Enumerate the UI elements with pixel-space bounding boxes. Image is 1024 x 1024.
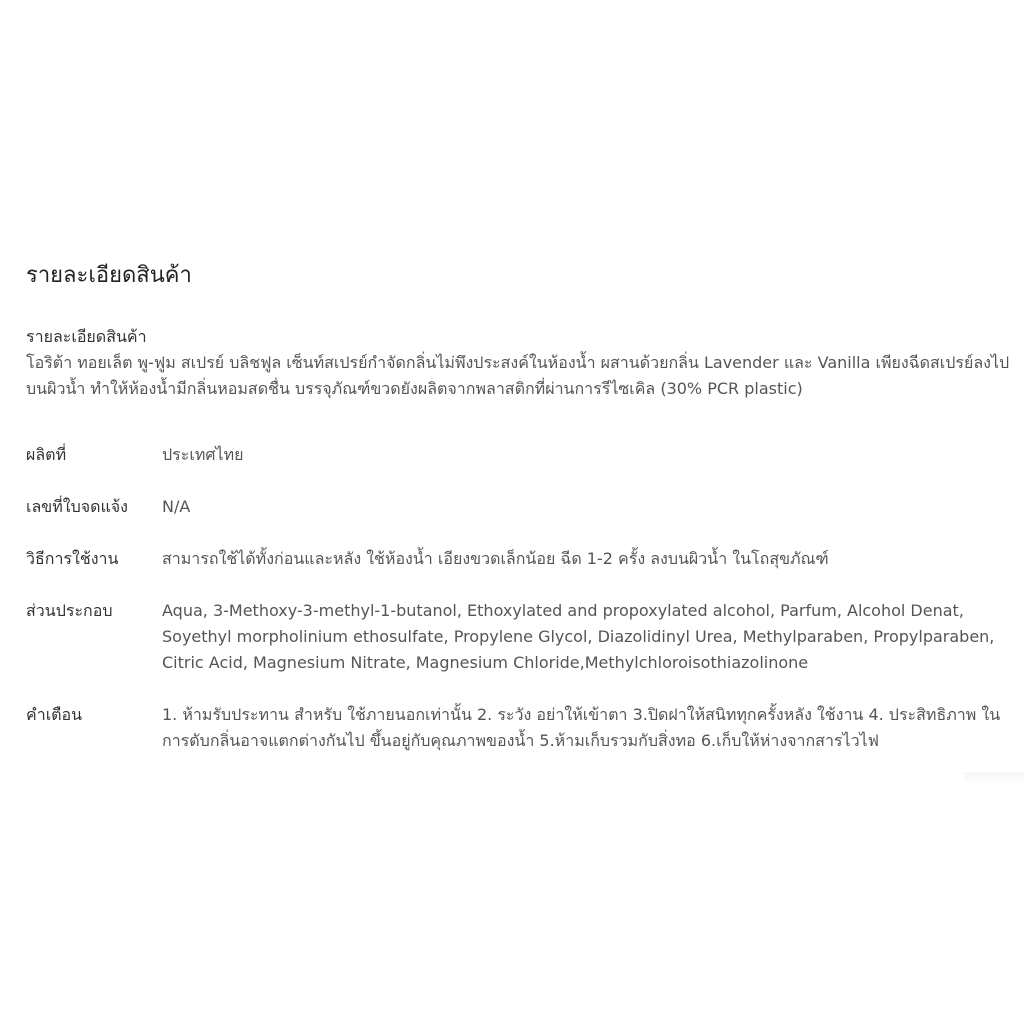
spec-value: N/A — [162, 497, 191, 516]
spec-row-ingredients — [26, 598, 1010, 676]
spec-label: ส่วนประกอบ — [26, 601, 113, 620]
spec-label: วิธีการใช้งาน — [26, 549, 119, 568]
description-text: โอริต้า ทอยเล็ต พู-ฟูม สเปรย์ บลิชฟูล เซ็นท์สเปรย์กำจัดกลิ่นไม่พึงประสงค์ในห้องน้ำ ผสานด้วยกลิ่น Lavender และ Vanilla เพียงฉีดสเปรย์ลงไปบนผิวน้ำ ทำให้ห้องน้ำมีกลิ่นหอมสดชื่น บรรจุภัณฑ์ขวดยังผลิตจากพลาสติกที่ผ่านการรีไซเคิล (30% PCR plastic) — [26, 353, 1010, 398]
spec-row-origin — [26, 442, 1010, 468]
product-details-section — [26, 258, 1010, 780]
spec-row-registration-number — [26, 494, 1010, 520]
spec-label: คำเตือน — [26, 705, 83, 724]
spec-list — [26, 442, 1010, 754]
description-heading: รายละเอียดสินค้า — [26, 327, 147, 346]
edge-shadow — [964, 772, 1024, 786]
spec-label: เลขที่ใบจดแจ้ง — [26, 497, 128, 516]
page-title: รายละเอียดสินค้า — [26, 263, 192, 288]
spec-value: Aqua, 3-Methoxy-3-methyl-1-butanol, Ethoxylated and propoxylated alcohol, Parfum, Alcohol Denat, Soyethyl morpholinium ethosulfate, Propylene Glycol, Diazolidinyl Urea, Methylparaben, Propylparaben, Citric Acid, Magnesium Nitrate, Magnesium Chloride,Methylchloroisothiazolinone — [162, 601, 995, 672]
spec-value: 1. ห้ามรับประทาน สำหรับ ใช้ภายนอกเท่านั้น 2. ระวัง อย่าให้เข้าตา 3.ปิดฝาให้สนิททุกครั้งหลัง ใช้งาน 4. ประสิทธิภาพ ในการดับกลิ่นอาจแตกต่างกันไป ขึ้นอยู่กับคุณภาพของน้ำ 5.ห้ามเก็บรวมกับสิ่งทอ 6.เก็บให้ห่างจากสารไวไฟ — [162, 705, 1001, 750]
product-description — [26, 324, 1010, 402]
spec-value: สามารถใช้ได้ทั้งก่อนและหลัง ใช้ห้องน้ำ เอียงขวดเล็กน้อย ฉีด 1-2 ครั้ง ลงบนผิวน้ำ ในโถสุขภัณฑ์ — [162, 549, 829, 568]
spec-label: ผลิตที่ — [26, 445, 67, 464]
spec-value: ประเทศไทย — [162, 445, 244, 464]
spec-row-usage — [26, 546, 1010, 572]
spec-row-warning — [26, 702, 1010, 754]
